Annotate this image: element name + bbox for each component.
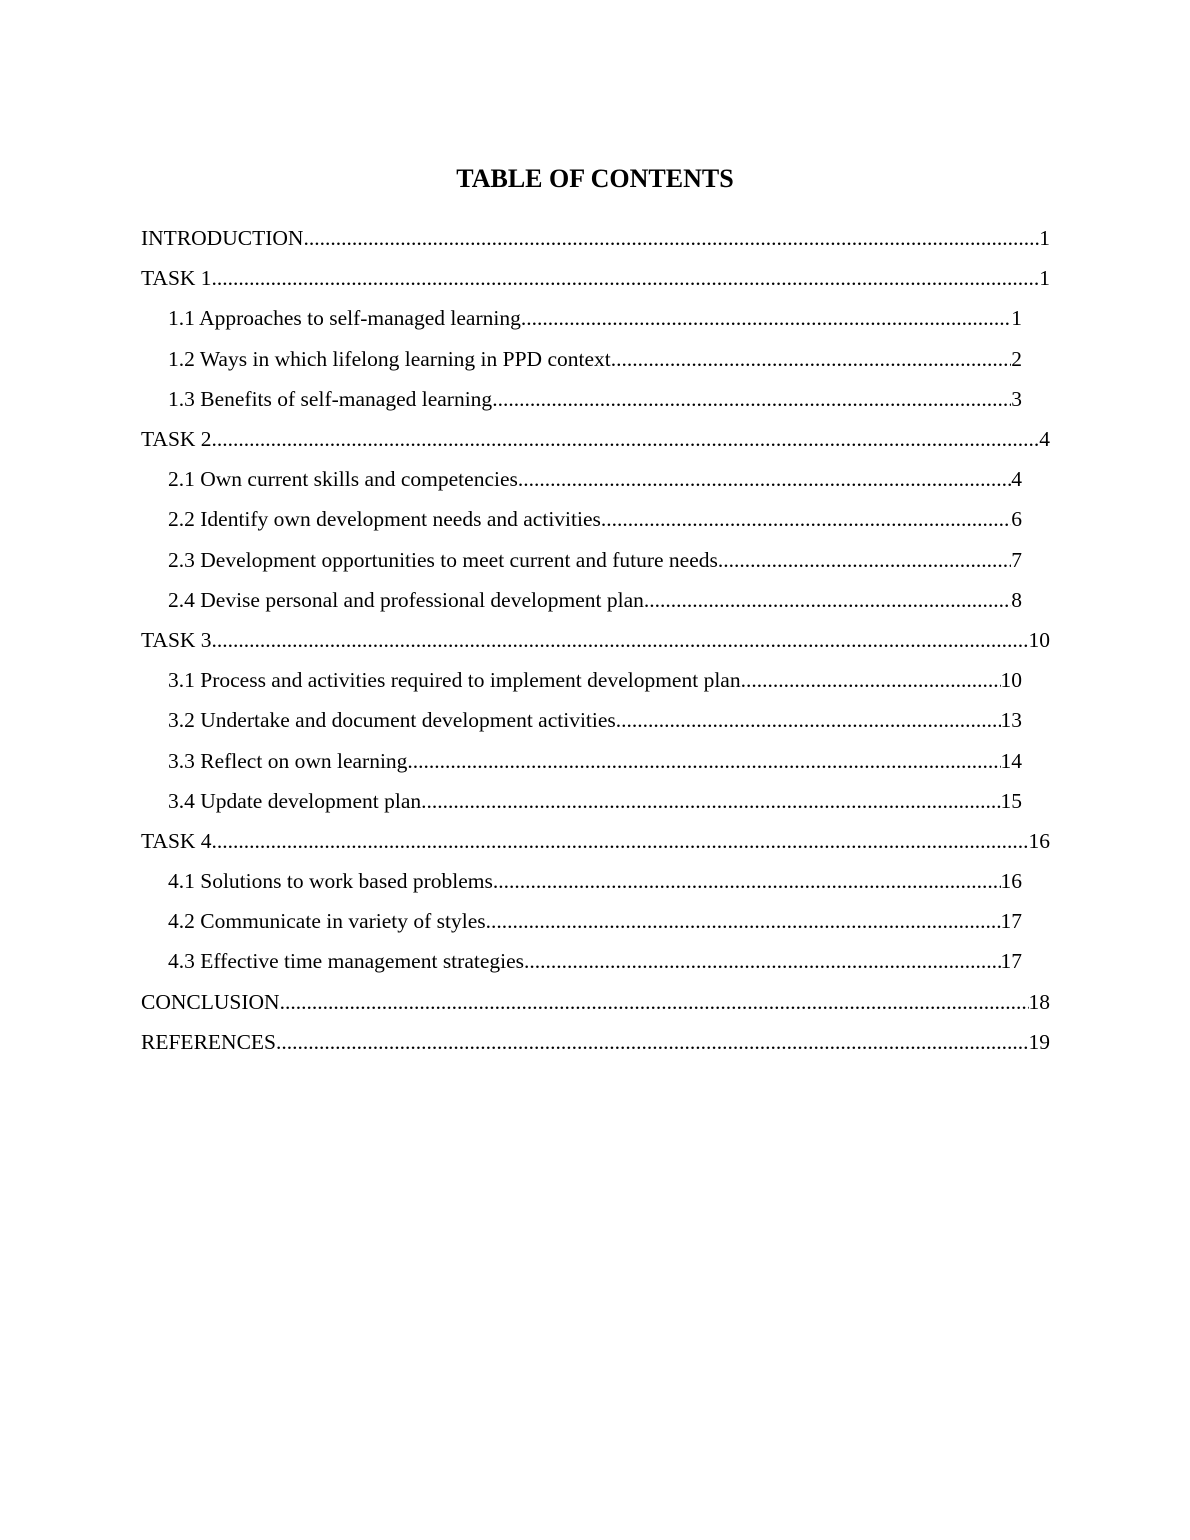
toc-page-number: 6 (1011, 507, 1022, 532)
toc-entry-2-1[interactable] (168, 459, 1022, 499)
toc-page-number: 13 (1000, 708, 1022, 733)
toc-page-number: 1 (1039, 226, 1050, 251)
toc-dot-leader (303, 225, 1039, 251)
toc-entry-1-2[interactable] (168, 339, 1022, 379)
toc-entry-label: 1.3 Benefits of self-managed learning (168, 386, 493, 411)
toc-entry-2-2[interactable] (168, 499, 1022, 539)
toc-page-number: 17 (1000, 949, 1022, 974)
toc-entry-introduction[interactable] (141, 218, 1050, 258)
toc-entry-label: 3.1 Process and activities required to implement development plan (168, 668, 741, 693)
toc-dot-leader (212, 627, 1029, 653)
toc-entry-label: 1.1 Approaches to self-managed learning (168, 306, 521, 331)
toc-entry-2-4[interactable] (168, 580, 1022, 620)
toc-page-number: 10 (1028, 627, 1050, 652)
toc-page-number: 15 (1000, 788, 1022, 813)
toc-entry-label: 3.3 Reflect on own learning (168, 748, 408, 773)
toc-dot-leader (212, 426, 1040, 452)
toc-dot-leader (212, 265, 1040, 291)
toc-dot-leader (611, 346, 1012, 372)
toc-entry-label: 4.1 Solutions to work based problems (168, 869, 493, 894)
toc-entry-2-3[interactable] (168, 540, 1022, 580)
toc-entry-label: INTRODUCTION (141, 226, 304, 251)
toc-page-number: 10 (1000, 668, 1022, 693)
toc-dot-leader (421, 788, 1000, 814)
toc-entry-task-2[interactable] (141, 419, 1050, 459)
toc-page-number: 1 (1039, 266, 1050, 291)
toc-page-number: 4 (1039, 427, 1050, 452)
toc-entry-4-1[interactable] (168, 861, 1022, 901)
toc-list (0, 218, 1190, 1062)
toc-entry-task-3[interactable] (141, 620, 1050, 660)
toc-page-number: 4 (1011, 467, 1022, 492)
toc-entry-label: 2.3 Development opportunities to meet current and future needs (168, 547, 718, 572)
toc-dot-leader (524, 948, 1000, 974)
toc-entry-label: 3.4 Update development plan (168, 788, 422, 813)
toc-entry-label: CONCLUSION (141, 989, 280, 1014)
toc-page-number: 17 (1000, 909, 1022, 934)
toc-page-number: 16 (1000, 869, 1022, 894)
toc-page-number: 19 (1028, 1029, 1050, 1054)
toc-dot-leader (486, 908, 1001, 934)
toc-entry-label: 3.2 Undertake and document development activities (168, 708, 616, 733)
toc-entry-3-4[interactable] (168, 781, 1022, 821)
toc-entry-4-3[interactable] (168, 941, 1022, 981)
toc-page-number: 16 (1028, 828, 1050, 853)
toc-dot-leader (521, 305, 1011, 331)
toc-entry-references[interactable] (141, 1022, 1050, 1062)
toc-entry-3-1[interactable] (168, 660, 1022, 700)
toc-dot-leader (616, 707, 1001, 733)
toc-page-number: 1 (1011, 306, 1022, 331)
toc-dot-leader (741, 667, 1001, 693)
toc-page-number: 2 (1011, 346, 1022, 371)
toc-dot-leader (718, 547, 1011, 573)
toc-entry-label: 2.1 Own current skills and competencies (168, 467, 518, 492)
toc-title: TABLE OF CONTENTS (456, 164, 734, 193)
toc-entry-label: TASK 3 (141, 627, 212, 652)
toc-entry-label: 4.3 Effective time management strategies (168, 949, 525, 974)
toc-page-number: 7 (1011, 547, 1022, 572)
toc-entry-label: 2.4 Devise personal and professional development plan (168, 587, 644, 612)
toc-entry-3-2[interactable] (168, 700, 1022, 740)
toc-entry-task-1[interactable] (141, 258, 1050, 298)
toc-entry-4-2[interactable] (168, 901, 1022, 941)
toc-page-number: 3 (1011, 386, 1022, 411)
toc-dot-leader (493, 868, 1001, 894)
toc-page-number: 8 (1011, 587, 1022, 612)
toc-entry-1-3[interactable] (168, 379, 1022, 419)
toc-entry-label: TASK 4 (141, 828, 212, 853)
toc-entry-label: TASK 2 (141, 427, 212, 452)
toc-dot-leader (518, 466, 1011, 492)
toc-dot-leader (280, 989, 1029, 1015)
toc-entry-label: REFERENCES (141, 1029, 276, 1054)
toc-dot-leader (407, 748, 1000, 774)
toc-entry-label: 2.2 Identify own development needs and activities (168, 507, 601, 532)
toc-entry-conclusion[interactable] (141, 982, 1050, 1022)
toc-page-number: 14 (1000, 748, 1022, 773)
toc-entry-label: TASK 1 (141, 266, 212, 291)
toc-dot-leader (492, 386, 1011, 412)
toc-page-number: 18 (1028, 989, 1050, 1014)
toc-dot-leader (276, 1029, 1029, 1055)
toc-dot-leader (212, 828, 1029, 854)
toc-entry-1-1[interactable] (168, 298, 1022, 338)
toc-dot-leader (644, 587, 1011, 613)
toc-entry-label: 1.2 Ways in which lifelong learning in PPD context (168, 346, 611, 371)
toc-entry-task-4[interactable] (141, 821, 1050, 861)
toc-dot-leader (601, 506, 1011, 532)
toc-entry-3-3[interactable] (168, 740, 1022, 780)
toc-entry-label: 4.2 Communicate in variety of styles (168, 909, 486, 934)
